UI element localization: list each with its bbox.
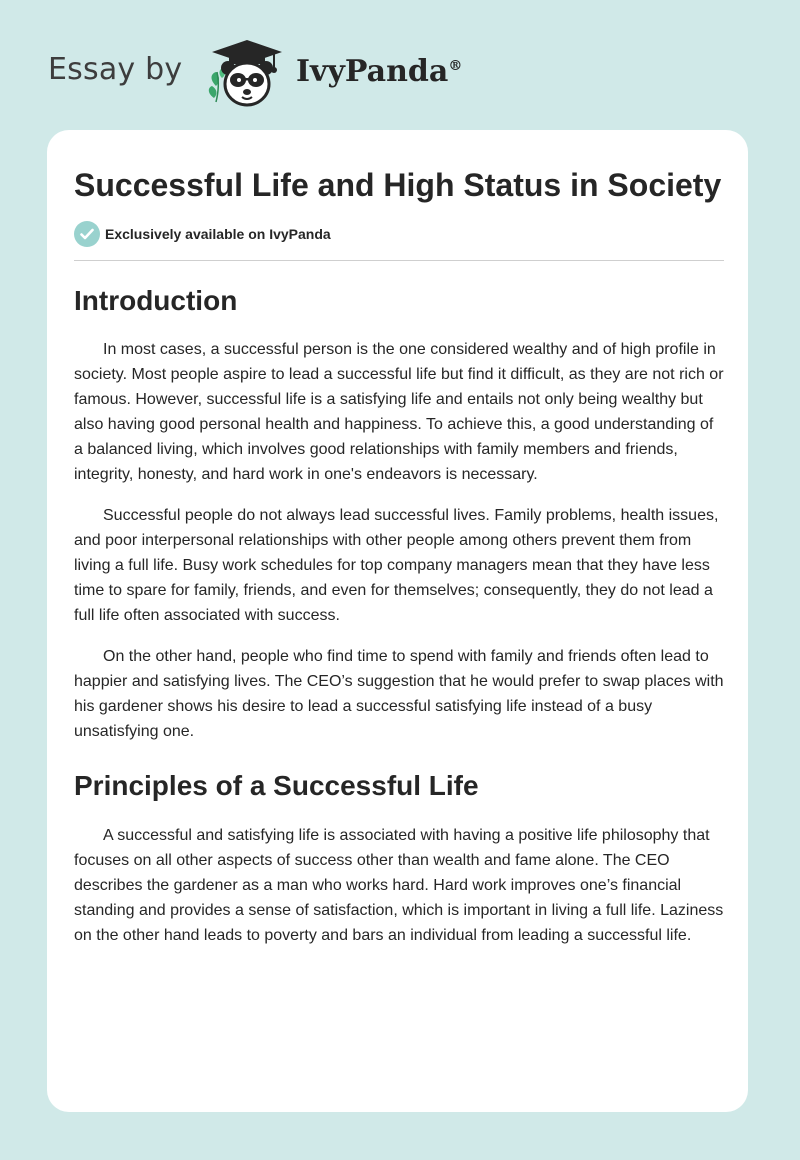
site-header bbox=[48, 34, 548, 110]
title-divider bbox=[74, 260, 724, 261]
essay-by-label: Essay by bbox=[48, 52, 183, 87]
brand-name-text: IvyPanda bbox=[296, 54, 449, 89]
section-heading-principles: Principles of a Successful Life bbox=[74, 770, 479, 801]
ivypanda-logo[interactable] bbox=[202, 34, 292, 110]
panda-graduate-icon bbox=[202, 34, 292, 110]
paragraph: On the other hand, people who find time to spend with family and friends often lead to happier and satisfying lives. The CEO’s suggestion that he would prefer to swap places with his gardener shows his desire to lead a successful satisfying life instead of a busy unsatisfying one. bbox=[74, 648, 724, 740]
section-heading-introduction: Introduction bbox=[74, 285, 238, 316]
exclusive-badge bbox=[74, 221, 724, 247]
paragraph: Successful people do not always lead successful lives. Family problems, health issues, and poor interpersonal relationships with other people among others prevent them from living a full life. Busy work schedules for top company managers mean that they have less time to spare for family, friends, and even for themselves; consequently, they do not lead a full life often associated with success. bbox=[74, 507, 719, 624]
brand-name[interactable] bbox=[296, 54, 462, 89]
check-icon bbox=[74, 221, 100, 247]
paragraph: In most cases, a successful person is the one considered wealthy and of high profile in society. Most people aspire to lead a successful life but find it difficult, as they are not rich or famous. However, successful life is a satisfying life and entails not only being wealthy but also having good personal health and happiness. To achieve this, a good understanding of a balanced living, which involves good relationships with family members and friends, integrity, honesty, and hard work in one's endeavors is necessary. bbox=[74, 341, 724, 483]
exclusive-badge-text: Exclusively available on IvyPanda bbox=[105, 226, 331, 242]
paragraph: A successful and satisfying life is associated with having a positive life philosophy that focuses on all other aspects of success other than wealth and fame alone. The CEO describes the gardener as a man who works hard. Hard work improves one’s financial standing and provides a sense of satisfaction, which is important in living a full life. Laziness on the other hand leads to poverty and bars an individual from leading a successful life. bbox=[74, 827, 724, 944]
essay-card bbox=[47, 130, 748, 1112]
essay-title: Successful Life and High Status in Society bbox=[74, 167, 722, 203]
registered-mark: ® bbox=[448, 58, 463, 74]
essay-content bbox=[74, 164, 724, 948]
